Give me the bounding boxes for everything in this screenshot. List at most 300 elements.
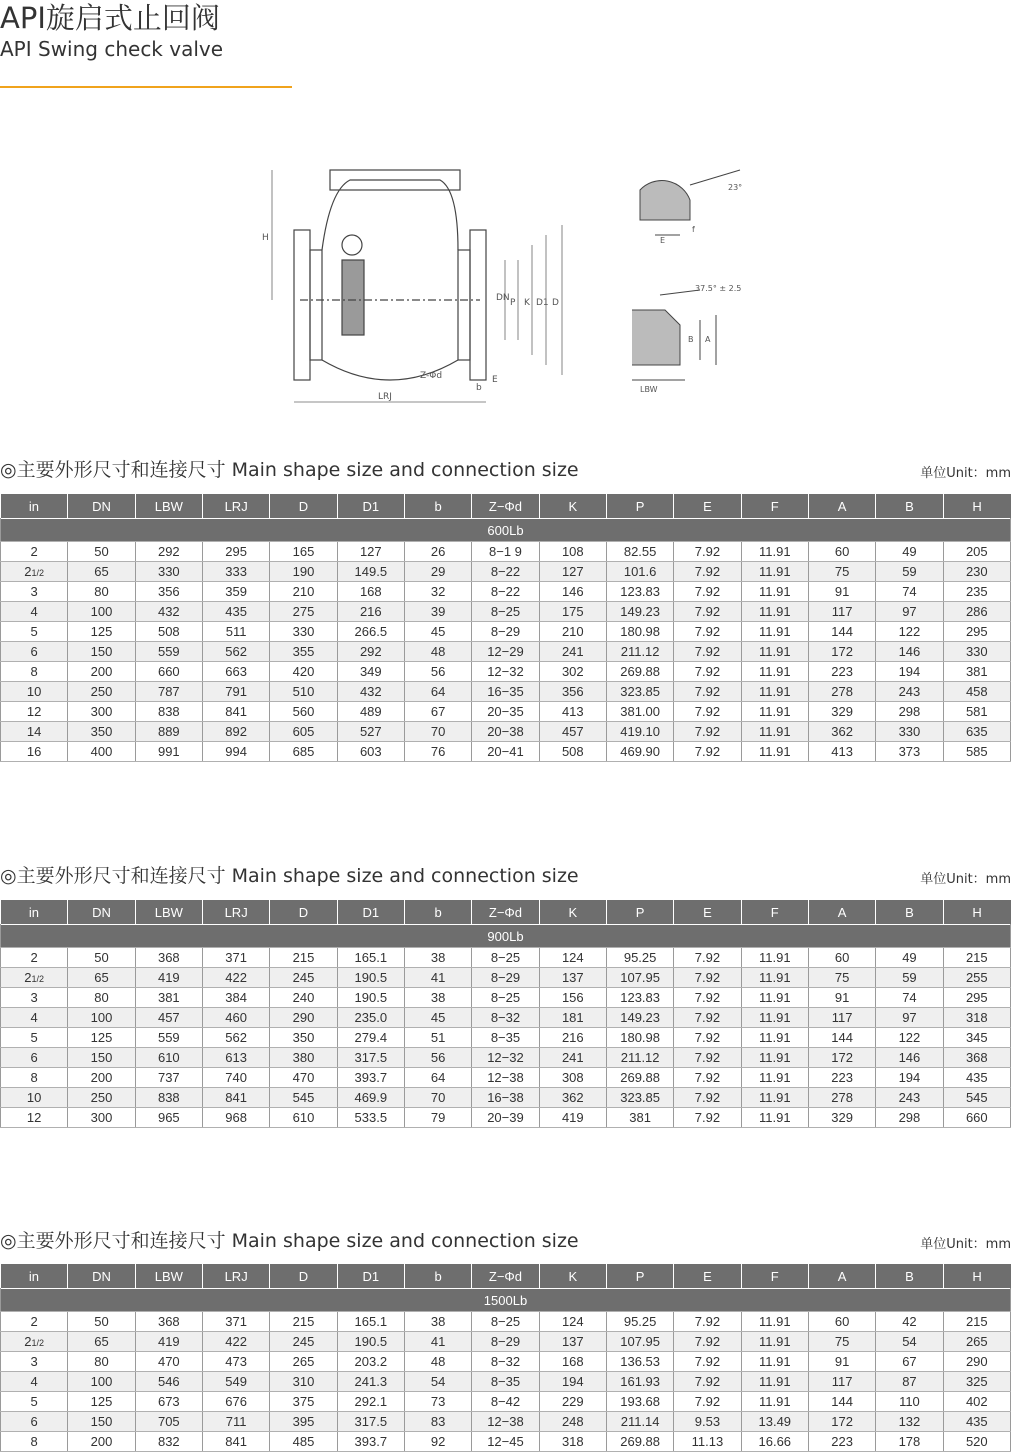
spec-table-1500lb bbox=[0, 1264, 1011, 1452]
table-cell: 11.91 bbox=[741, 542, 808, 562]
table-cell: 7.92 bbox=[674, 1008, 741, 1028]
table-cell: 546 bbox=[135, 1372, 202, 1392]
table-cell: 74 bbox=[876, 988, 943, 1008]
table-cell: 676 bbox=[202, 1392, 269, 1412]
table-row bbox=[1, 582, 1011, 602]
table-cell: 2 bbox=[1, 542, 68, 562]
table-cell: 419 bbox=[135, 968, 202, 988]
column-header: in bbox=[1, 1264, 68, 1289]
table-cell: 60 bbox=[808, 948, 875, 968]
table-cell: 11.91 bbox=[741, 1108, 808, 1128]
table-cell: 660 bbox=[135, 662, 202, 682]
table-cell: 16−38 bbox=[472, 1088, 539, 1108]
table-cell: 165.1 bbox=[337, 948, 404, 968]
table-cell: 210 bbox=[539, 622, 606, 642]
dim-label-H: H bbox=[262, 233, 269, 243]
table-cell: 7.92 bbox=[674, 602, 741, 622]
column-header: D bbox=[270, 1264, 337, 1289]
column-header: E bbox=[674, 900, 741, 925]
table-cell: 613 bbox=[202, 1048, 269, 1068]
column-header: P bbox=[606, 1264, 673, 1289]
table-cell: 610 bbox=[270, 1108, 337, 1128]
column-header: A bbox=[808, 494, 875, 519]
table-row bbox=[1, 1048, 1011, 1068]
table-cell: 132 bbox=[876, 1412, 943, 1432]
table-cell: 892 bbox=[202, 722, 269, 742]
section-label: ◎主要外形尺寸和连接尺寸 Main shape size and connection size bbox=[0, 459, 579, 481]
table-cell: 100 bbox=[68, 602, 135, 622]
table-cell: 11.91 bbox=[741, 1332, 808, 1352]
table-cell: 380 bbox=[270, 1048, 337, 1068]
table-cell: 175 bbox=[539, 602, 606, 622]
table-cell: 7.92 bbox=[674, 1372, 741, 1392]
table-cell: 508 bbox=[135, 622, 202, 642]
table-cell: 216 bbox=[539, 1028, 606, 1048]
table-cell: 210 bbox=[270, 582, 337, 602]
table-row bbox=[1, 1312, 1011, 1332]
table-cell: 95.25 bbox=[606, 1312, 673, 1332]
table-cell: 172 bbox=[808, 642, 875, 662]
table-cell: 435 bbox=[943, 1068, 1010, 1088]
table-cell: 137 bbox=[539, 968, 606, 988]
table-cell: 83 bbox=[404, 1412, 471, 1432]
table-cell: 838 bbox=[135, 1088, 202, 1108]
table-cell: 8−25 bbox=[472, 948, 539, 968]
table-cell: 38 bbox=[404, 948, 471, 968]
table-cell: 48 bbox=[404, 642, 471, 662]
table-cell: 150 bbox=[68, 642, 135, 662]
table-cell: 362 bbox=[808, 722, 875, 742]
table-cell: 317.5 bbox=[337, 1048, 404, 1068]
table-cell: 308 bbox=[539, 1068, 606, 1088]
table-cell: 45 bbox=[404, 1008, 471, 1028]
section-header-1500lb bbox=[0, 1227, 1011, 1255]
table-cell: 290 bbox=[270, 1008, 337, 1028]
table-cell: 243 bbox=[876, 1088, 943, 1108]
table-cell: 29 bbox=[404, 562, 471, 582]
table-row bbox=[1, 742, 1011, 762]
table-cell: 92 bbox=[404, 1432, 471, 1452]
table-cell: 180.98 bbox=[606, 622, 673, 642]
table-cell: 660 bbox=[943, 1108, 1010, 1128]
table-cell: 178 bbox=[876, 1432, 943, 1452]
table-row bbox=[1, 702, 1011, 722]
table-cell: 11.91 bbox=[741, 602, 808, 622]
table-cell: 117 bbox=[808, 1372, 875, 1392]
table-cell: 323.85 bbox=[606, 1088, 673, 1108]
table-cell: 994 bbox=[202, 742, 269, 762]
column-header: D bbox=[270, 900, 337, 925]
column-header: LBW bbox=[135, 900, 202, 925]
table-cell: 11.91 bbox=[741, 1028, 808, 1048]
table-cell: 117 bbox=[808, 602, 875, 622]
detail-label-A: A bbox=[705, 335, 711, 344]
table-cell: 11.91 bbox=[741, 1372, 808, 1392]
table-cell: 215 bbox=[943, 948, 1010, 968]
column-header: E bbox=[674, 494, 741, 519]
table-cell: 48 bbox=[404, 1352, 471, 1372]
table-cell: 673 bbox=[135, 1392, 202, 1412]
table-cell: 124 bbox=[539, 948, 606, 968]
table-cell: 12 bbox=[1, 1108, 68, 1128]
table-cell: 190.5 bbox=[337, 988, 404, 1008]
table-cell: 168 bbox=[337, 582, 404, 602]
table-row bbox=[1, 1108, 1011, 1128]
table-cell: 149.23 bbox=[606, 1008, 673, 1028]
column-header: P bbox=[606, 900, 673, 925]
detail-label-E: E bbox=[660, 236, 666, 245]
table-cell: 190.5 bbox=[337, 1332, 404, 1352]
table-cell: 11.91 bbox=[741, 722, 808, 742]
table-cell: 295 bbox=[943, 622, 1010, 642]
table-cell: 10 bbox=[1, 1088, 68, 1108]
table-cell: 50 bbox=[68, 1312, 135, 1332]
table-cell: 489 bbox=[337, 702, 404, 722]
table-cell: 9.53 bbox=[674, 1412, 741, 1432]
table-cell: 255 bbox=[943, 968, 1010, 988]
table-cell: 4 bbox=[1, 602, 68, 622]
table-cell: 371 bbox=[202, 948, 269, 968]
right-hub bbox=[458, 250, 470, 360]
table-row bbox=[1, 1008, 1011, 1028]
table-cell: 87 bbox=[876, 1372, 943, 1392]
column-header: B bbox=[876, 1264, 943, 1289]
table-cell: 511 bbox=[202, 622, 269, 642]
table-cell: 144 bbox=[808, 622, 875, 642]
table-cell: 7.92 bbox=[674, 702, 741, 722]
table-cell: 11.91 bbox=[741, 1352, 808, 1372]
table-cell: 12−29 bbox=[472, 642, 539, 662]
table-cell: 20−39 bbox=[472, 1108, 539, 1128]
table-cell: 54 bbox=[876, 1332, 943, 1352]
column-header: Z−Φd bbox=[472, 494, 539, 519]
column-header: D1 bbox=[337, 1264, 404, 1289]
column-header: DN bbox=[68, 1264, 135, 1289]
table-row bbox=[1, 1352, 1011, 1372]
table-cell: 168 bbox=[539, 1352, 606, 1372]
table-cell: 562 bbox=[202, 1028, 269, 1048]
section-header-600lb bbox=[0, 456, 1011, 484]
dim-label-Z-phi-d: Z-Φd bbox=[420, 371, 443, 381]
table-row bbox=[1, 542, 1011, 562]
column-header: D1 bbox=[337, 494, 404, 519]
table-cell: 82.55 bbox=[606, 542, 673, 562]
table-cell: 76 bbox=[404, 742, 471, 762]
table-cell: 123.83 bbox=[606, 988, 673, 1008]
table-row bbox=[1, 1372, 1011, 1392]
table-cell: 457 bbox=[135, 1008, 202, 1028]
table-cell: 200 bbox=[68, 1068, 135, 1088]
table-cell: 235 bbox=[943, 582, 1010, 602]
table-cell: 832 bbox=[135, 1432, 202, 1452]
table-cell: 520 bbox=[943, 1432, 1010, 1452]
table-cell: 101.6 bbox=[606, 562, 673, 582]
table-cell: 80 bbox=[68, 988, 135, 1008]
table-cell: 64 bbox=[404, 682, 471, 702]
table-cell: 460 bbox=[202, 1008, 269, 1028]
table-cell: 889 bbox=[135, 722, 202, 742]
table-cell: 41 bbox=[404, 1332, 471, 1352]
table-cell: 991 bbox=[135, 742, 202, 762]
section-label: ◎主要外形尺寸和连接尺寸 Main shape size and connection size bbox=[0, 865, 579, 887]
table-cell: 194 bbox=[539, 1372, 606, 1392]
table-cell: 435 bbox=[202, 602, 269, 622]
table-cell: 359 bbox=[202, 582, 269, 602]
table-cell: 278 bbox=[808, 1088, 875, 1108]
dim-label-P: P bbox=[510, 298, 516, 308]
table-cell: 375 bbox=[270, 1392, 337, 1412]
table-cell: 527 bbox=[337, 722, 404, 742]
table-cell: 323.85 bbox=[606, 682, 673, 702]
table-cell: 211.12 bbox=[606, 1048, 673, 1068]
table-cell: 49 bbox=[876, 542, 943, 562]
column-header: B bbox=[876, 494, 943, 519]
table-cell: 248 bbox=[539, 1412, 606, 1432]
table-cell: 7.92 bbox=[674, 622, 741, 642]
table-cell: 302 bbox=[539, 662, 606, 682]
table-cell: 150 bbox=[68, 1412, 135, 1432]
pressure-class-row bbox=[1, 925, 1011, 948]
table-cell: 50 bbox=[68, 948, 135, 968]
table-cell: 8−25 bbox=[472, 1312, 539, 1332]
column-header: Z−Φd bbox=[472, 1264, 539, 1289]
table-cell: 395 bbox=[270, 1412, 337, 1432]
table-cell: 413 bbox=[808, 742, 875, 762]
table-cell: 165 bbox=[270, 542, 337, 562]
table-cell: 12−32 bbox=[472, 662, 539, 682]
table-cell: 3 bbox=[1, 988, 68, 1008]
table-cell: 7.92 bbox=[674, 968, 741, 988]
dim-label-E: E bbox=[492, 375, 498, 385]
dim-label-D1: D1 bbox=[536, 298, 549, 308]
right-flange bbox=[470, 230, 486, 380]
table-cell: 190.5 bbox=[337, 968, 404, 988]
column-header: F bbox=[741, 494, 808, 519]
weld-detail-top bbox=[640, 170, 743, 235]
column-header: K bbox=[539, 494, 606, 519]
table-cell: 20−38 bbox=[472, 722, 539, 742]
table-cell: 8−35 bbox=[472, 1028, 539, 1048]
table-cell: 7.92 bbox=[674, 642, 741, 662]
table-cell: 41 bbox=[404, 968, 471, 988]
table-cell: 841 bbox=[202, 702, 269, 722]
table-cell: 149.5 bbox=[337, 562, 404, 582]
table-cell: 549 bbox=[202, 1372, 269, 1392]
column-header: F bbox=[741, 1264, 808, 1289]
table-cell: 533.5 bbox=[337, 1108, 404, 1128]
table-cell: 241 bbox=[539, 642, 606, 662]
table-header-row bbox=[1, 494, 1011, 519]
table-cell: 64 bbox=[404, 1068, 471, 1088]
column-header: A bbox=[808, 900, 875, 925]
table-cell: 362 bbox=[539, 1088, 606, 1108]
table-row bbox=[1, 682, 1011, 702]
table-cell: 42 bbox=[876, 1312, 943, 1332]
table-cell: 265 bbox=[270, 1352, 337, 1372]
unit-label: 单位Unit：mm bbox=[920, 1237, 1011, 1252]
table-cell: 73 bbox=[404, 1392, 471, 1412]
table-cell: 545 bbox=[270, 1088, 337, 1108]
hinge-pin bbox=[342, 235, 362, 255]
table-cell: 75 bbox=[808, 562, 875, 582]
table-cell: 841 bbox=[202, 1432, 269, 1452]
table-cell: 6 bbox=[1, 1048, 68, 1068]
table-cell: 230 bbox=[943, 562, 1010, 582]
table-header-row bbox=[1, 900, 1011, 925]
column-header: H bbox=[943, 1264, 1010, 1289]
table-cell: 190 bbox=[270, 562, 337, 582]
table-cell: 107.95 bbox=[606, 968, 673, 988]
table-cell: 8 bbox=[1, 1432, 68, 1452]
column-header: B bbox=[876, 900, 943, 925]
table-cell: 193.68 bbox=[606, 1392, 673, 1412]
table-cell: 435 bbox=[943, 1412, 1010, 1432]
table-cell: 26 bbox=[404, 542, 471, 562]
table-cell: 137 bbox=[539, 1332, 606, 1352]
table-cell: 393.7 bbox=[337, 1068, 404, 1088]
table-cell: 74 bbox=[876, 582, 943, 602]
table-cell: 11.91 bbox=[741, 622, 808, 642]
table-cell: 740 bbox=[202, 1068, 269, 1088]
table-cell: 432 bbox=[337, 682, 404, 702]
table-cell: 16−35 bbox=[472, 682, 539, 702]
table-cell: 279.4 bbox=[337, 1028, 404, 1048]
left-flange bbox=[294, 230, 310, 380]
table-cell: 12−38 bbox=[472, 1068, 539, 1088]
table-cell: 603 bbox=[337, 742, 404, 762]
table-cell: 194 bbox=[876, 1068, 943, 1088]
table-cell: 317.5 bbox=[337, 1412, 404, 1432]
table-cell: 4 bbox=[1, 1008, 68, 1028]
detail-label-23-deg: 23° bbox=[728, 183, 743, 192]
table-cell: 300 bbox=[68, 1108, 135, 1128]
table-cell: 8 bbox=[1, 662, 68, 682]
table-cell: 7.92 bbox=[674, 948, 741, 968]
table-cell: 211.12 bbox=[606, 642, 673, 662]
table-cell: 356 bbox=[135, 582, 202, 602]
table-cell: 266.5 bbox=[337, 622, 404, 642]
table-cell: 7.92 bbox=[674, 562, 741, 582]
table-cell: 21/2 bbox=[1, 562, 68, 582]
table-cell: 122 bbox=[876, 1028, 943, 1048]
table-cell: 12−38 bbox=[472, 1412, 539, 1432]
table-cell: 711 bbox=[202, 1412, 269, 1432]
table-cell: 470 bbox=[270, 1068, 337, 1088]
table-cell: 473 bbox=[202, 1352, 269, 1372]
table-cell: 469.9 bbox=[337, 1088, 404, 1108]
column-header: LRJ bbox=[202, 900, 269, 925]
table-cell: 419 bbox=[539, 1108, 606, 1128]
table-cell: 172 bbox=[808, 1048, 875, 1068]
table-cell: 7.92 bbox=[674, 1352, 741, 1372]
table-cell: 11.91 bbox=[741, 1088, 808, 1108]
table-cell: 16.66 bbox=[741, 1432, 808, 1452]
table-cell: 215 bbox=[943, 1312, 1010, 1332]
table-cell: 125 bbox=[68, 1392, 135, 1412]
table-cell: 91 bbox=[808, 582, 875, 602]
table-cell: 65 bbox=[68, 1332, 135, 1352]
table-cell: 7.92 bbox=[674, 1108, 741, 1128]
table-row bbox=[1, 1332, 1011, 1352]
table-cell: 791 bbox=[202, 682, 269, 702]
table-cell: 7.92 bbox=[674, 1028, 741, 1048]
table-cell: 373 bbox=[876, 742, 943, 762]
table-row bbox=[1, 968, 1011, 988]
table-row bbox=[1, 662, 1011, 682]
dim-label-LRJ: LRJ bbox=[378, 392, 392, 402]
table-cell: 5 bbox=[1, 1028, 68, 1048]
table-cell: 705 bbox=[135, 1412, 202, 1432]
table-cell: 91 bbox=[808, 988, 875, 1008]
table-cell: 2 bbox=[1, 1312, 68, 1332]
column-header: F bbox=[741, 900, 808, 925]
table-cell: 292 bbox=[135, 542, 202, 562]
table-cell: 292.1 bbox=[337, 1392, 404, 1412]
column-header: E bbox=[674, 1264, 741, 1289]
table-row bbox=[1, 1412, 1011, 1432]
column-header: LRJ bbox=[202, 1264, 269, 1289]
detail-label-LBW: LBW bbox=[640, 385, 658, 394]
table-cell: 97 bbox=[876, 1008, 943, 1028]
pressure-class-label: 600Lb bbox=[1, 519, 1011, 542]
table-cell: 125 bbox=[68, 1028, 135, 1048]
table-cell: 80 bbox=[68, 1352, 135, 1372]
table-cell: 7.92 bbox=[674, 662, 741, 682]
table-cell: 545 bbox=[943, 1088, 1010, 1108]
detail-label-B: B bbox=[688, 335, 694, 344]
table-cell: 381 bbox=[943, 662, 1010, 682]
pressure-class-label: 900Lb bbox=[1, 925, 1011, 948]
table-cell: 250 bbox=[68, 1088, 135, 1108]
table-cell: 8 bbox=[1, 1068, 68, 1088]
table-cell: 290 bbox=[943, 1352, 1010, 1372]
table-cell: 295 bbox=[202, 542, 269, 562]
table-cell: 349 bbox=[337, 662, 404, 682]
table-cell: 841 bbox=[202, 1088, 269, 1108]
table-cell: 12−45 bbox=[472, 1432, 539, 1452]
dim-label-DN: DN bbox=[496, 293, 510, 303]
valve-body-outline bbox=[294, 170, 486, 380]
table-cell: 610 bbox=[135, 1048, 202, 1068]
table-cell: 11.91 bbox=[741, 702, 808, 722]
table-cell: 3 bbox=[1, 1352, 68, 1372]
table-cell: 635 bbox=[943, 722, 1010, 742]
table-cell: 180.98 bbox=[606, 1028, 673, 1048]
column-header: K bbox=[539, 900, 606, 925]
table-cell: 559 bbox=[135, 642, 202, 662]
column-header: b bbox=[404, 1264, 471, 1289]
table-cell: 605 bbox=[270, 722, 337, 742]
table-cell: 122 bbox=[876, 622, 943, 642]
table-cell: 559 bbox=[135, 1028, 202, 1048]
table-cell: 181 bbox=[539, 1008, 606, 1028]
column-header: K bbox=[539, 1264, 606, 1289]
table-cell: 384 bbox=[202, 988, 269, 1008]
table-row bbox=[1, 622, 1011, 642]
table-cell: 229 bbox=[539, 1392, 606, 1412]
column-header: LRJ bbox=[202, 494, 269, 519]
table-cell: 458 bbox=[943, 682, 1010, 702]
table-cell: 11.91 bbox=[741, 662, 808, 682]
table-cell: 318 bbox=[539, 1432, 606, 1452]
table-cell: 79 bbox=[404, 1108, 471, 1128]
table-cell: 7.92 bbox=[674, 542, 741, 562]
table-cell: 11.91 bbox=[741, 1068, 808, 1088]
table-cell: 838 bbox=[135, 702, 202, 722]
table-cell: 80 bbox=[68, 582, 135, 602]
table-cell: 329 bbox=[808, 1108, 875, 1128]
column-header: H bbox=[943, 900, 1010, 925]
